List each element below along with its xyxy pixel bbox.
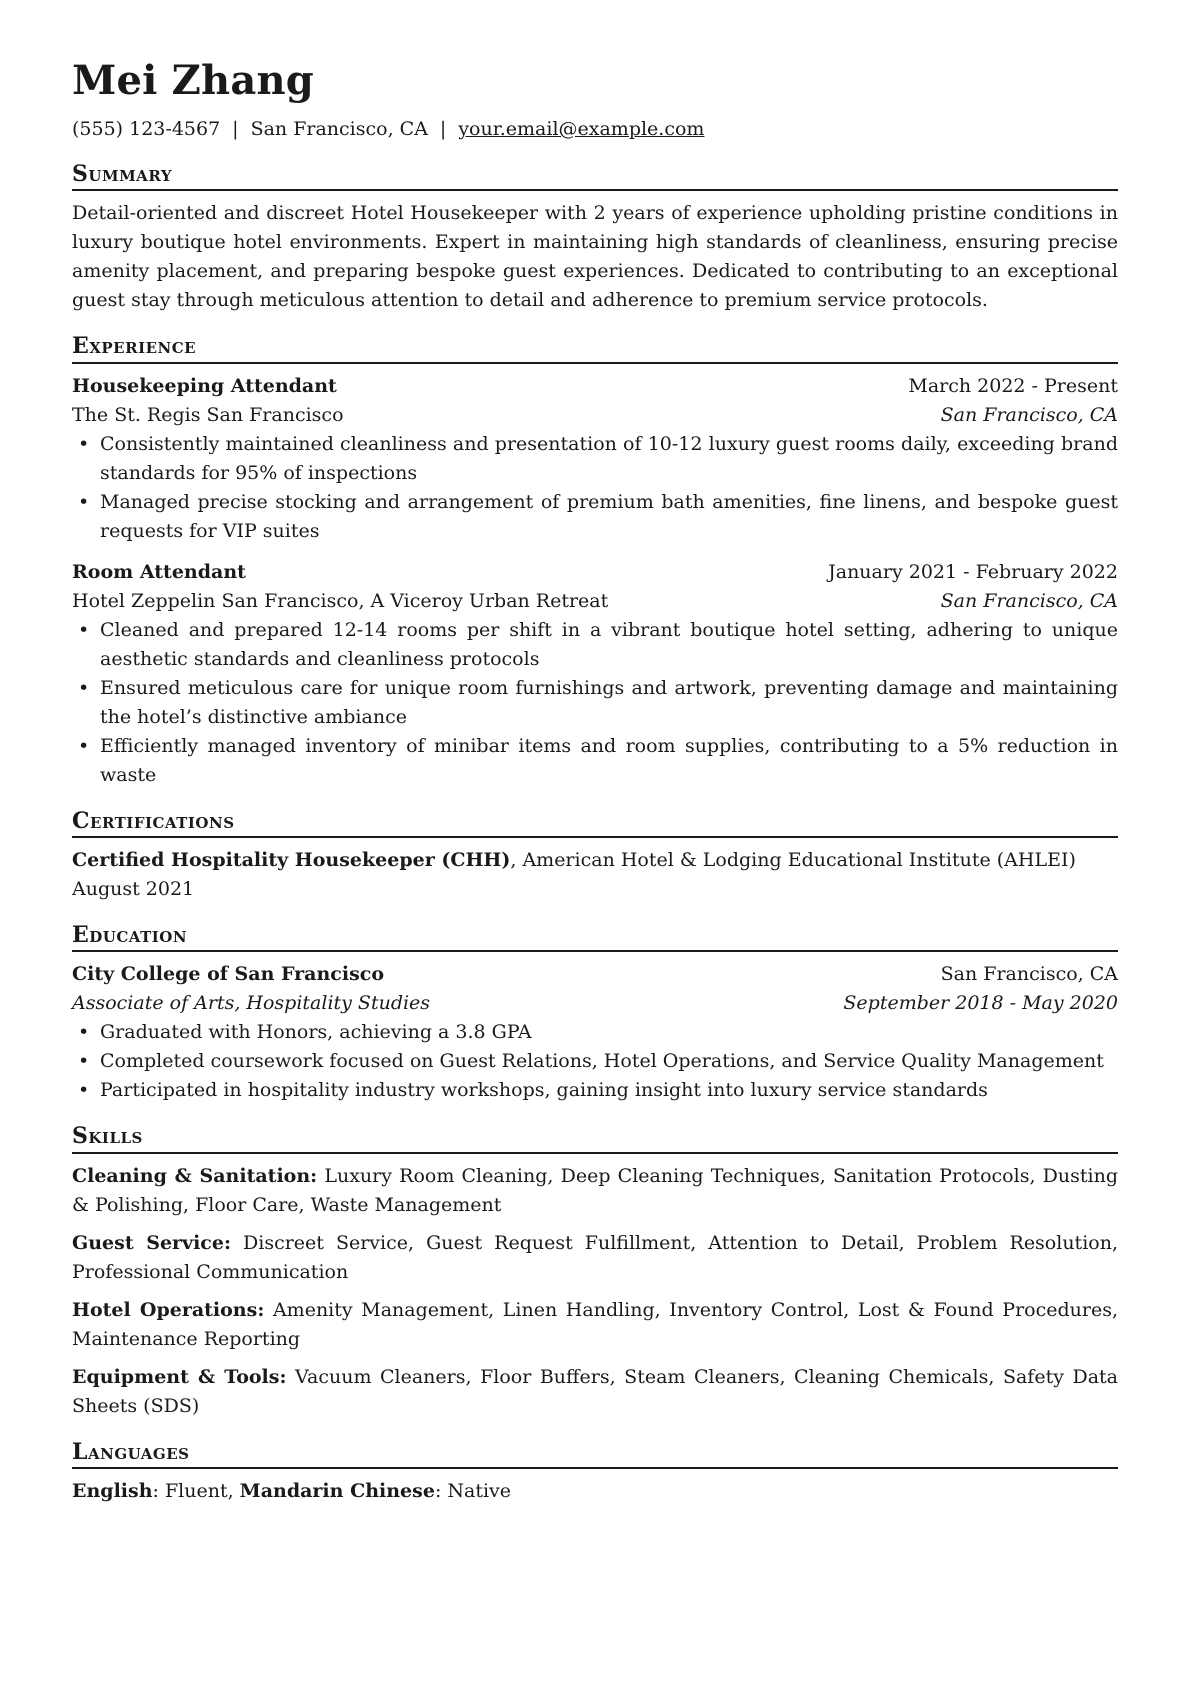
summary-section [72, 199, 1118, 315]
job-entry [72, 372, 1118, 546]
section-title-skills: Skills [72, 1123, 1118, 1153]
job-bullets [72, 430, 1118, 546]
job-company: The St. Regis San Francisco [72, 403, 344, 426]
bullet-item: • Cleaned and prepared 12-14 rooms per shift in a vibrant boutique hotel setting, adhering to unique aesthetic standards and cleanliness protocols [72, 616, 1118, 674]
skill-items: Amenity Management, Linen Handling, Inventory Control, Lost & Found Procedures, Maintenance Reporting [72, 1298, 1118, 1350]
skill-group [72, 1296, 1118, 1354]
degree: Associate of Arts, Hospitality Studies [72, 992, 431, 1015]
section-title-languages: Languages [72, 1439, 1118, 1469]
experience-section [72, 372, 1118, 790]
skill-group [72, 1363, 1118, 1421]
bullet-item: • Managed precise stocking and arrangement of premium bath amenities, fine linens, and bespoke guest requests for VIP suites [72, 488, 1118, 546]
resume-page [72, 58, 1118, 1506]
language-level: : Fluent, [152, 1480, 240, 1503]
summary-text: Detail-oriented and discreet Hotel Housekeeper with 2 years of experience upholding pristine conditions in luxury boutique hotel environments. Expert in maintaining high standards of cleanliness, ensuring precise amenity placement, and preparing bespoke guest experiences. Dedicated to contributing to an exceptional guest stay through meticulous attention to detail and adherence to premium service protocols. [72, 202, 1118, 312]
skills-section [72, 1162, 1118, 1421]
certification-line [72, 846, 1118, 875]
email-link[interactable]: your.email@example.com [458, 118, 705, 140]
certification-name: Certified Hospitality Housekeeper (CHH) [72, 848, 511, 871]
education-bullets [72, 1018, 1118, 1105]
bullet-item: • Completed coursework focused on Guest Relations, Hotel Operations, and Service Quality Management [72, 1047, 1118, 1076]
contact-separator: | [232, 118, 239, 140]
job-entry [72, 558, 1118, 790]
language-name: Mandarin Chinese [239, 1480, 435, 1503]
job-dates: January 2021 - February 2022 [828, 560, 1118, 583]
skill-label: Equipment & Tools: [72, 1365, 287, 1388]
certifications-section [72, 846, 1118, 904]
job-role: Room Attendant [72, 560, 246, 583]
certification-issuer: , American Hotel & Lodging Educational Institute (AHLEI) [510, 848, 1076, 871]
contact-line [72, 118, 1118, 141]
language-name: English [72, 1480, 153, 1503]
contact-separator: | [439, 118, 447, 140]
section-title-education: Education [72, 922, 1118, 952]
bullet-item: • Graduated with Honors, achieving a 3.8 GPA [72, 1018, 1118, 1047]
section-title-summary: Summary [72, 161, 1118, 191]
job-location: San Francisco, CA [940, 589, 1118, 612]
job-bullets [72, 616, 1118, 790]
skill-label: Cleaning & Sanitation: [72, 1164, 318, 1187]
section-title-certifications: Certifications [72, 808, 1118, 838]
skill-label: Hotel Operations: [72, 1298, 265, 1321]
education-section [72, 960, 1118, 1105]
skill-items: Discreet Service, Guest Request Fulfillment, Attention to Detail, Problem Resolution, Professional Communication [72, 1231, 1118, 1283]
section-title-experience: Experience [72, 333, 1118, 363]
bullet-item: • Efficiently managed inventory of minibar items and room supplies, contributing to a 5% reduction in waste [72, 732, 1118, 790]
bullet-item: • Consistently maintained cleanliness and presentation of 10-12 luxury guest rooms daily, exceeding brand standards for 95% of inspections [72, 430, 1118, 488]
job-company: Hotel Zeppelin San Francisco, A Viceroy Urban Retreat [72, 589, 609, 612]
job-role: Housekeeping Attendant [72, 374, 337, 397]
phone-number: (555) 123-4567 [72, 118, 221, 140]
languages-section [72, 1477, 1118, 1506]
bullet-item: • Ensured meticulous care for unique room furnishings and artwork, preventing damage and maintaining the hotel’s distinctive ambiance [72, 674, 1118, 732]
bullet-item: • Participated in hospitality industry workshops, gaining insight into luxury service standards [72, 1076, 1118, 1105]
candidate-name: Mei Zhang [72, 57, 314, 104]
school-name: City College of San Francisco [72, 963, 385, 986]
skill-items: Vacuum Cleaners, Floor Buffers, Steam Cleaners, Cleaning Chemicals, Safety Data Sheets (SDS) [72, 1365, 1119, 1417]
education-dates: September 2018 - May 2020 [843, 992, 1118, 1015]
job-location: San Francisco, CA [940, 403, 1118, 426]
skill-group [72, 1162, 1118, 1220]
certification-date: August 2021 [72, 877, 195, 900]
contact-location: San Francisco, CA [250, 118, 428, 140]
skill-items: Luxury Room Cleaning, Deep Cleaning Techniques, Sanitation Protocols, Dusting & Polishing, Floor Care, Waste Management [72, 1164, 1118, 1216]
language-level: : Native [434, 1480, 512, 1503]
skill-label: Guest Service: [72, 1231, 231, 1254]
languages-line [72, 1477, 1118, 1506]
job-dates: March 2022 - Present [908, 374, 1118, 397]
skill-group [72, 1229, 1118, 1287]
school-location: San Francisco, CA [940, 963, 1118, 986]
